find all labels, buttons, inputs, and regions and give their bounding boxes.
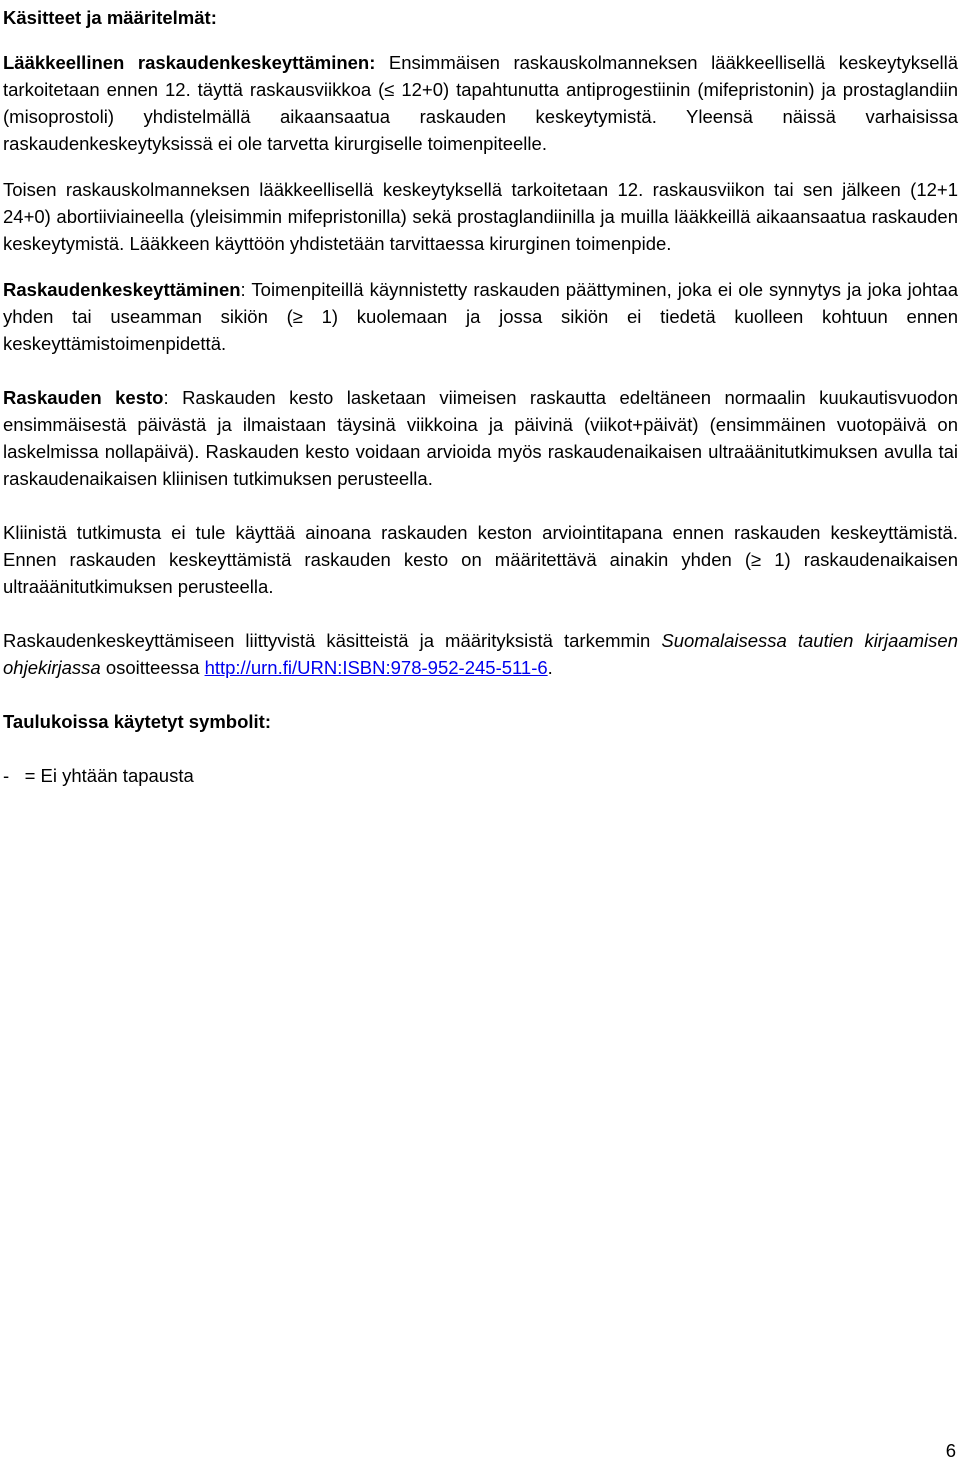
paragraph-medical-abortion-first-trimester (3, 49, 958, 157)
heading-definitions: Käsitteet ja määritelmät: (3, 7, 217, 28)
reference-link[interactable]: http://urn.fi/URN:ISBN:978-952-245-511-6 (204, 657, 548, 678)
heading-symbols: Taulukoissa käytetyt symbolit: (3, 711, 271, 732)
document-page (3, 0, 958, 789)
paragraph-pregnancy-duration (3, 384, 958, 492)
paragraph-reference (3, 627, 958, 681)
reference-text-before: Raskaudenkeskeyttämiseen liittyvistä käsitteistä ja määrityksistä tarkemmin (3, 630, 662, 651)
term-pregnancy-duration: Raskauden kesto (3, 387, 164, 408)
reference-text-middle: osoitteessa (100, 657, 205, 678)
text-abortion: : Toimenpiteillä käynnistetty raskauden päättyminen, joka ei ole synnytys ja joka johtaa yhden tai useamman sikiön (≥ 1) kuolemaan ja jossa sikiön ei tiedetä kuolleen kohtuun ennen keskeyttämistoimenpidettä. (3, 279, 958, 354)
text-pregnancy-duration: : Raskauden kesto lasketaan viimeisen raskautta edeltäneen normaalin kuukautisvuodon ensimmäisestä päivästä ja ilmaistaan täysinä viikkoina ja päivinä (viikot+päivät) (ensimmäinen vuotopäivä on laskelmissa nollapäivä). Raskauden kesto voidaan arvioida myös raskaudenaikaisen ultraäänitutkimuksen avulla tai raskaudenaikaisen kliinisen tutkimuksen perusteella. (3, 387, 958, 489)
symbol-definition-line: - = Ei yhtään tapausta (3, 765, 194, 786)
paragraph-medical-abortion-second-trimester: Toisen raskauskolmanneksen lääkkeellisellä keskeytyksellä tarkoitetaan 12. raskausviikon tai sen jälkeen (12+1 24+0) abortiiviaineella (yleisimmin mifepristonilla) sekä prostaglandiinilla ja muilla lääkkeillä aikaansaatua raskauden keskeytymistä. Lääkkeen käyttöön yhdistetään tarvittaessa kirurginen toimenpide. (3, 179, 958, 254)
term-medical-abortion: Lääkkeellinen raskaudenkeskeyttäminen: (3, 52, 376, 73)
paragraph-clinical-examination: Kliinistä tutkimusta ei tule käyttää ainoana raskauden keston arviointitapana ennen raskauden keskeyttämistä. Ennen raskauden keskeyttämistä raskauden kesto on määritettävä ainakin yhden (≥ 1) raskaudenaikaisen ultraäänitutkimuksen perusteella. (3, 522, 958, 597)
paragraph-abortion-definition (3, 276, 958, 357)
text-medical-abortion-first: Ensimmäisen raskauskolmanneksen lääkkeellisellä keskeytyksellä tarkoitetaan ennen 12. täyttä raskausviikkoa (≤ 12+0) tapahtunutta antiprogestiinin (mifepristonin) ja prostaglandiin (misoprostoli) yhdistelmällä aikaansaatua raskauden keskeytymistä. Yleensä näissä varhaisissa raskaudenkeskeytyksissä ei ole tarvetta kirurgiselle toimenpiteelle. (3, 52, 959, 154)
page-number: 6 (945, 1440, 956, 1461)
reference-handbook-title: Suomalaisessa tautien kirjaamisen ohjekirjassa (3, 630, 958, 678)
term-abortion: Raskaudenkeskeyttäminen (3, 279, 241, 300)
reference-text-after: . (547, 657, 553, 678)
